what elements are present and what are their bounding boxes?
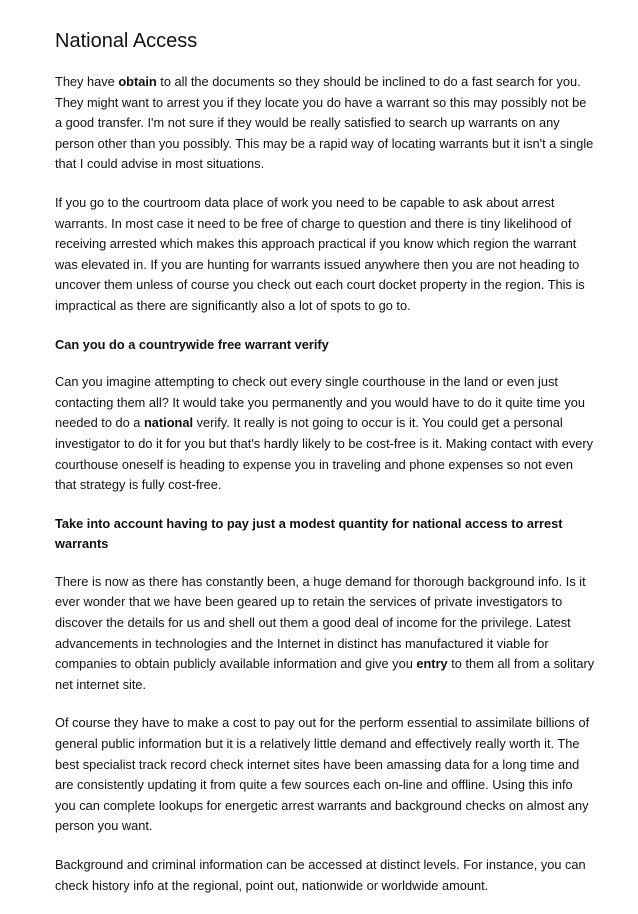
page-title: National Access <box>55 30 198 52</box>
paragraph-5: Of course they have to make a cost to pay out for the perform essential to assimilate billions of general public information but it is a relatively little demand and effectively really worth it. The best specialist track record check internet sites have been amassing data for a long time and are consistently updating it from quite a few sources each on-line and offline. Using this info you can complete lookups for energetic arrest warrants and background checks on almost any person you want. <box>55 715 590 834</box>
paragraph-4 <box>55 572 595 696</box>
document-page <box>55 28 595 914</box>
paragraph-3-text-c: verify. It really is not going to occur is it. You could get a personal investigator to do it for you but that's hardly likely to be cost-free is it. Making contact with every courthouse oneself is heading to expense you in traveling and phone expenses so not even that strategy is fully cost-free. <box>55 415 594 493</box>
paragraph-4-text-c: to them all from a solitary net internet site. <box>55 656 595 692</box>
paragraph-4-text-a: There is now as there has constantly been, a huge demand for thorough background info. Is it ever wonder that we have been geared up to retain the services of private investigators to discover the details for us and shell out them a good deal of income for the privilege. Latest advancements in technologies and the Internet in distinct has manufactured it viable for companies to obtain publicly available information and give you <box>55 573 586 672</box>
paragraph-4-bold: entry <box>416 656 448 672</box>
paragraph-1-text-a: They have <box>55 74 119 89</box>
paragraph-2: If you go to the courtroom data place of work you need to be capable to ask about arrest warrants. In most case it need to be free of charge to question and there is tiny likelihood of receiving arrested which makes this approach practical if you know which region the warrant was elevated in. If you are hunting for warrants issued anywhere then you are not heading to uncover them unless of course you check out each court docket property in the region. This is impractical as there are significantly also a lot of spots to go to. <box>55 194 585 313</box>
section-heading-2: Take into account having to pay just a modest quantity for national access to arrest warrants <box>55 515 563 552</box>
paragraph-1 <box>55 72 595 175</box>
paragraph-3-text-a: Can you imagine attempting to check out every single courthouse in the land or even just contacting them all? It would take you permanently and you would have to do it quite time you needed to do a <box>55 374 585 431</box>
paragraph-6: Background and criminal information can be accessed at distinct levels. For instance, you can check history info at the regional, point out, nationwide or worldwide amount. <box>55 857 586 893</box>
paragraph-1-text-c: to all the documents so they should be inclined to do a fast search for you. They might want to arrest you if they locate you do have a warrant so this may possibly not be a good transfer. I'm not sure if they would be really satisfied to search up warrants on any person other than you possibly. This may be a rapid way of locating warrants but it isn't a single that I could advise in most situations. <box>55 74 594 172</box>
paragraph-3-bold: national <box>143 415 194 431</box>
paragraph-1-bold: obtain <box>118 74 157 89</box>
section-heading-1: Can you do a countrywide free warrant verify <box>55 336 329 352</box>
paragraph-3 <box>55 372 595 496</box>
